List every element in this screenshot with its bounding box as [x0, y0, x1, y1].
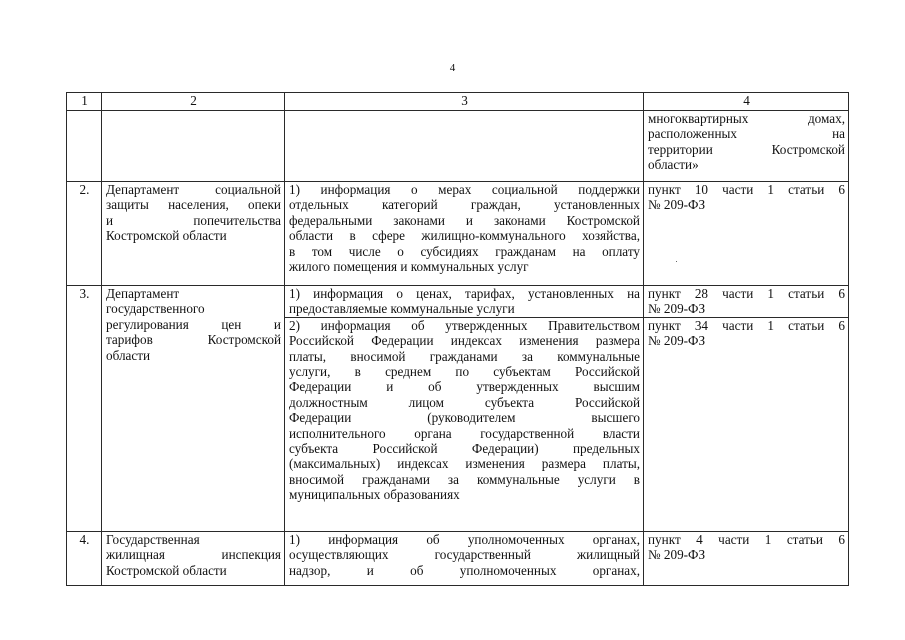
agency-line: тарифов Костромской — [106, 332, 281, 348]
legal-basis-line: № 209-ФЗ — [648, 197, 706, 213]
info-line: исполнительного органа государственной власти — [289, 425, 640, 441]
column-header: 2 — [102, 93, 285, 111]
legal-basis-line: многоквартирных домах, — [648, 111, 845, 126]
info-line: области в сфере жилищно-коммунального хозяйства, — [289, 228, 640, 244]
info-line: отдельных категорий граждан, установленных — [289, 197, 640, 213]
scan-speck — [676, 261, 677, 262]
column-header: 1 — [67, 93, 102, 111]
agency-line: регулирования цен и — [106, 316, 281, 332]
agency-line: Департамент — [106, 286, 180, 301]
legal-basis-line: № 209-ФЗ — [648, 333, 706, 349]
row-number-cell: 2. — [67, 182, 102, 286]
info-cell — [285, 531, 644, 585]
agency-cell — [102, 286, 285, 532]
info-line: предоставляемые коммунальные услуги — [289, 301, 515, 317]
row-number-cell: 4. — [67, 531, 102, 585]
info-line: субъекта Российской Федерации) предельных — [289, 441, 640, 457]
info-line: Российской Федерации индексах изменения размера — [289, 333, 640, 349]
legal-basis-cell — [644, 531, 849, 585]
legal-basis-line: № 209-ФЗ — [648, 301, 706, 317]
info-line: муниципальных образованиях — [289, 487, 460, 503]
info-line: должностным лицом субъекта Российской — [289, 394, 640, 410]
info-cell — [285, 182, 644, 286]
legal-basis-line: территории Костромской — [648, 141, 845, 157]
info-line: 1) информация об уполномоченных органах, — [289, 531, 640, 547]
agency-line: и попечительства — [106, 212, 281, 228]
info-line: вносимой гражданами за коммунальные услуги в — [289, 471, 640, 487]
info-line: в том числе о субсидиях гражданам на оплату — [289, 243, 640, 259]
agency-line: жилищная инспекция — [106, 547, 281, 563]
info-line: 2) информация об утвержденных Правительством — [289, 317, 640, 333]
agencies-table — [66, 92, 849, 586]
agency-cell — [102, 182, 285, 286]
legal-basis-line: пункт 34 части 1 статьи 6 — [648, 317, 845, 333]
agency-line: Государственная — [106, 531, 200, 547]
column-header: 3 — [285, 93, 644, 111]
legal-basis-line: пункт 4 части 1 статьи 6 — [648, 531, 845, 547]
info-line: осуществляющих государственный жилищный — [289, 547, 640, 563]
table-row — [67, 531, 849, 585]
agency-line: области — [106, 347, 151, 363]
info-line: (максимальных) индексах изменения размера платы, — [289, 456, 640, 472]
legal-basis-line: расположенных на — [648, 126, 845, 142]
info-line: Федерации и об утвержденных высшим — [289, 379, 640, 395]
legal-basis-line: № 209-ФЗ — [648, 547, 706, 563]
legal-basis-line: пункт 10 части 1 статьи 6 — [648, 182, 845, 197]
info-line: 1) информация о мерах социальной поддержки — [289, 182, 640, 197]
table-row — [67, 286, 849, 318]
legal-basis-line: области» — [648, 157, 699, 173]
info-line: жилого помещения и коммунальных услуг — [289, 259, 529, 275]
legal-basis-cell — [644, 182, 849, 286]
agency-line: государственного — [106, 301, 205, 317]
info-line: федеральными законами и законами Костромской — [289, 212, 640, 228]
row-number-cell — [67, 111, 102, 182]
legal-basis-cell — [644, 317, 849, 531]
agency-line: защиты населения, опеки — [106, 197, 281, 213]
info-line: платы, вносимой гражданами за коммунальные — [289, 348, 640, 364]
table-row — [67, 182, 849, 286]
legal-basis-line: пункт 28 части 1 статьи 6 — [648, 286, 845, 301]
info-cell — [285, 317, 644, 531]
agency-cell — [102, 111, 285, 182]
agency-cell — [102, 531, 285, 585]
table-row — [67, 111, 849, 182]
row-number-cell: 3. — [67, 286, 102, 532]
info-cell — [285, 111, 644, 182]
info-line: Федерации (руководителем высшего — [289, 410, 640, 426]
legal-basis-cell — [644, 286, 849, 318]
info-line: услуги, в среднем по субъектам Российской — [289, 364, 640, 380]
column-header: 4 — [644, 93, 849, 111]
agency-line: Департамент социальной — [106, 182, 281, 197]
table-header-row — [67, 93, 849, 111]
legal-basis-cell — [644, 111, 849, 182]
info-cell — [285, 286, 644, 318]
agency-line: Костромской области — [106, 562, 227, 578]
page-number: 4 — [449, 62, 456, 74]
info-line: 1) информация о ценах, тарифах, установленных на — [289, 286, 640, 301]
agency-line: Костромской области — [106, 228, 227, 244]
info-line: надзор, и об уполномоченных органах, — [289, 562, 640, 578]
